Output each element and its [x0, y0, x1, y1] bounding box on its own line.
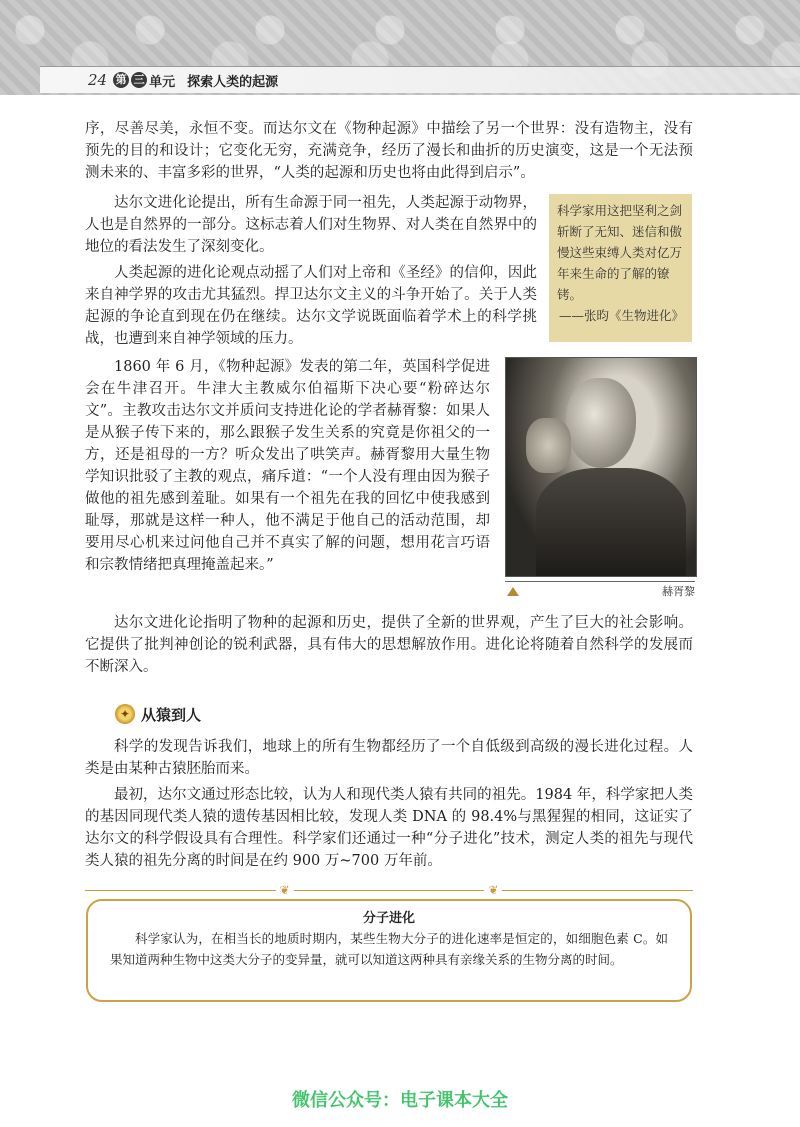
section-title: 从猿到人 — [141, 705, 202, 724]
photo-head — [566, 378, 636, 468]
paragraph-text: 科学的发现告诉我们，地球上的所有生物都经历了一个自低级到高级的漫长进化过程。人类是由某种古猿胚胎而来。 — [85, 739, 693, 777]
page-number: 24 — [88, 71, 108, 89]
note-box — [86, 899, 692, 1002]
paragraph-text: 人类起源的进化论观点动摇了人们对上帝和《圣经》的信仰，因此来自神学界的攻击尤其猛烈。捍卫达尔文主义的斗争开始了。关于人类起源的争论直到现在仍在继续。达尔文学说既面临着学术上的科学挑战，也遭到来自神学领域的压力。 — [85, 265, 537, 347]
unit-label — [113, 71, 175, 90]
ornament-icon: ❦ — [488, 883, 499, 897]
section-emblem-icon: ✦ — [115, 704, 135, 724]
paragraph-text: 达尔文进化论指明了物种的起源和历史，提供了全新的世界观，产生了巨大的社会影响。它提供了批判神创论的锐利武器，具有伟大的思想解放作用。进化论将随着自然科学的发展而不断深入。 — [85, 615, 693, 675]
paragraph-text: 1860 年 6 月，《物种起源》发表的第二年，英国科学促进会在牛津召开。牛津大主教威尔伯福斯下决心要“粉碎达尔文”。主教攻击达尔文并质问支持进化论的学者赫胥黎：如果人是从猴子传下来的，那么跟猴子发生关系的究竟是你祖父的一方，还是祖母的一方？听众发出了哄笑声。赫胥黎用大量生物学知识批驳了主教的观点，痛斥道：“一个人没有理由因为猴子做他的祖先感到羞耻。如果有一个祖先在我的回忆中使我感到耻辱，那就是这样一种人，他不满足于他自己的活动范围，却要用尽心机来过问他自己并不真实了解的问题，想用花言巧语和宗教情绪把真理掩盖起来。” — [85, 359, 490, 573]
divider-line — [294, 890, 485, 891]
photo-caption: 赫胥黎 — [662, 585, 695, 598]
unit-suffix: 单元 — [149, 74, 176, 90]
ornamental-divider — [85, 884, 693, 896]
sidebar-source: ——张昀《生物进化》 — [558, 308, 684, 323]
triangle-icon — [507, 587, 519, 596]
photo-caption-bar — [505, 581, 695, 600]
divider-line — [85, 890, 276, 891]
unit-title: 探索人类的起源 — [187, 74, 279, 90]
huxley-photo — [505, 357, 697, 577]
photo-body — [536, 468, 686, 576]
photo-hand — [526, 418, 571, 473]
note-title: 分子进化 — [362, 911, 415, 926]
ornament-icon: ❦ — [279, 883, 290, 897]
note-text: 科学家认为，在相当长的地质时期内，某些生物大分子的进化速率是恒定的，如细胞色素 C。如果知道两种生物中这类大分子的变异量，就可以知道这两种具有亲缘关系的生物分离的时间。 — [110, 931, 668, 967]
paragraph-text: 达尔文进化论提出，所有生命源于同一祖先，人类起源于动物界，人也是自然界的一部分。这标志着人们对生物界、对人类在自然界中的地位的看法发生了深刻变化。 — [85, 195, 537, 255]
paragraph-1860 — [85, 356, 490, 576]
paragraph-shock — [85, 262, 537, 350]
section-heading — [115, 702, 201, 726]
paragraph-text: 序，尽善尽美，永恒不变。而达尔文在《物种起源》中描绘了另一个世界：没有造物主，没有预先的目的和设计；它变化无穷，充满竞争，经历了漫长和曲折的历史演变，这是一个无法预测未来的、丰富多彩的世界，“人类的起源和历史也将由此得到启示”。 — [85, 121, 693, 181]
paragraph-theory — [85, 192, 537, 258]
sidebar-quote: 科学家用这把坚利之剑斩断了无知、迷信和傲慢这些束缚人类对亿万年来生命的了解的镣铐。 — [557, 203, 683, 302]
paragraph-compare — [85, 784, 693, 872]
paragraph-text: 最初，达尔文通过形态比较，认为人和现代类人猿有共同的祖先。1984 年，科学家把人类的基因同现代类人猿的遗传基因相比较，发现人类 DNA 的 98.4%与黑猩猩的相同，这证实了达尔文的科学假设具有合理性。科学家们还通过一种“分子进化”技术，测定人类的祖先与现代类人猿的祖先分离的时间是在约 900 万~700 万年前。 — [85, 787, 693, 869]
running-header — [40, 66, 800, 93]
unit-number: 三 — [131, 72, 147, 88]
paragraph-continued — [85, 118, 693, 184]
paragraph-intro — [85, 736, 693, 780]
footer-watermark: 微信公众号：电子课本大全 — [292, 1090, 508, 1111]
sidebar-quote-box — [549, 194, 692, 342]
unit-prefix: 第 — [113, 72, 129, 88]
paragraph-significance — [85, 612, 693, 678]
divider-line — [502, 890, 693, 891]
